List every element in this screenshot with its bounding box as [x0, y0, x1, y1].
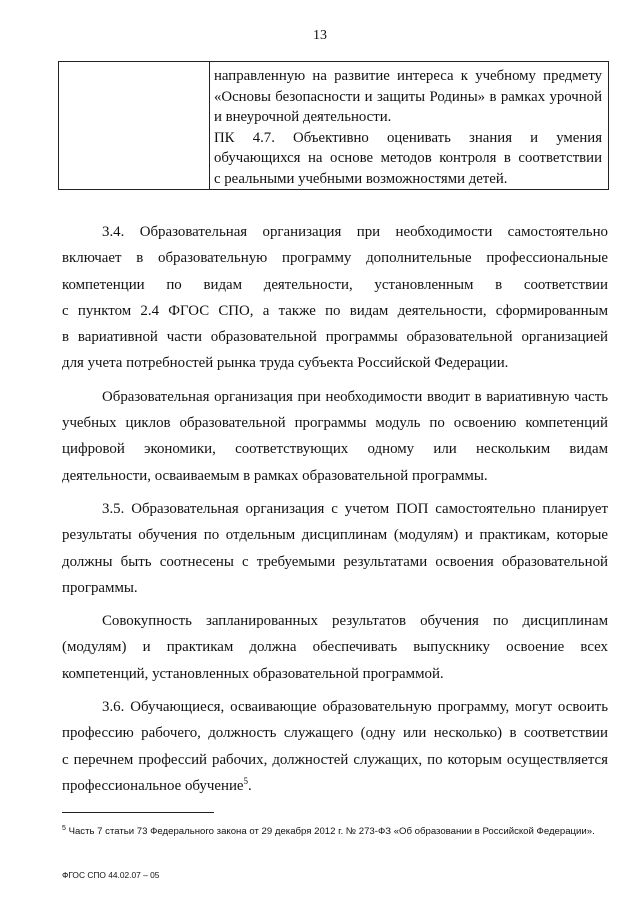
text-line: 3.6. Обучающиеся, осваивающие образовательную программу, могут освоить [102, 699, 608, 716]
text-line: деятельности, осваиваемым в рамках образовательной программы. [62, 467, 488, 484]
table-right-cell [210, 62, 608, 189]
text-line: профессию рабочего, должность служащего (одну или несколько) в соответствии [62, 725, 608, 742]
table-line: ПК 4.7. Объективно оценивать знания и умения [214, 129, 602, 146]
body-text [62, 219, 608, 806]
text-line: (модулям) и практикам должна обеспечивать выпускнику освоение всех [62, 639, 608, 656]
paragraph-3-4 [62, 219, 608, 377]
text-line: 3.4. Образовательная организация при необходимости самостоятельно [102, 224, 608, 240]
text-line [62, 773, 608, 799]
table-line: «Основы безопасности и защиты Родины» в рамках урочной [214, 88, 602, 105]
paragraph-digital-economy [62, 384, 608, 489]
text-line: цифровой экономики, соответствующих одному или нескольким видам [62, 441, 608, 458]
sentence-end: . [248, 777, 252, 794]
text-line: должны быть соотнесены с требуемыми результатами освоения образовательной [62, 553, 608, 570]
text-line: для учета потребностей рынка труда субъекта Российской Федерации. [62, 355, 509, 372]
paragraph-results-totality [62, 608, 608, 687]
table-left-cell [59, 62, 210, 189]
table-line: с реальными учебными возможностями детей. [214, 170, 508, 187]
text-line: компетенций, установленных образовательной программой. [62, 665, 444, 682]
page-number: 13 [313, 28, 327, 43]
text-line: учебных циклов образовательной программы модуль по освоению компетенций [62, 415, 608, 432]
table-line: и внеурочной деятельности. [214, 109, 392, 126]
text-line: включает в образовательную программу дополнительные профессиональные [62, 250, 608, 267]
footnote-mark: 5 [62, 825, 66, 832]
footnote-reference[interactable]: 5 [243, 775, 249, 786]
text-line: с пунктом 2.4 ФГОС СПО, а также по видам деятельности, сформированным [62, 302, 608, 319]
text-line: Образовательная организация при необходимости вводит в вариативную часть [102, 388, 608, 405]
paragraph-3-5 [62, 496, 608, 601]
footnote [62, 826, 622, 837]
footnote-text: Часть 7 статьи 73 Федерального закона от 29 декабря 2012 г. № 273-ФЗ «Об образовании в Российской Федерации». [68, 826, 595, 837]
text-line-content: профессиональное обучение [62, 777, 244, 794]
document-code: ФГОС СПО 44.02.07 – 05 [62, 870, 160, 880]
table-line: направленную на развитие интереса к учебному предмету [214, 68, 602, 84]
text-line: результаты обучения по отдельным дисциплинам (модулям) и практикам, которые [62, 527, 608, 544]
table-line: обучающихся на основе методов контроля в соответствии [214, 150, 602, 167]
competency-table [58, 61, 609, 190]
text-line: компетенции по видам деятельности, установленным в соответствии [62, 276, 608, 293]
text-line: 3.5. Образовательная организация с учетом ПОП самостоятельно планирует [102, 500, 608, 517]
text-line: Совокупность запланированных результатов обучения по дисциплинам [102, 613, 608, 630]
text-line: в вариативной части образовательной программы образовательной организацией [62, 329, 608, 346]
paragraph-3-6 [62, 694, 608, 799]
text-line: с перечнем профессий рабочих, должностей служащих, по которым осуществляется [62, 751, 608, 768]
footnote-separator [62, 812, 214, 813]
text-line: программы. [62, 579, 138, 596]
